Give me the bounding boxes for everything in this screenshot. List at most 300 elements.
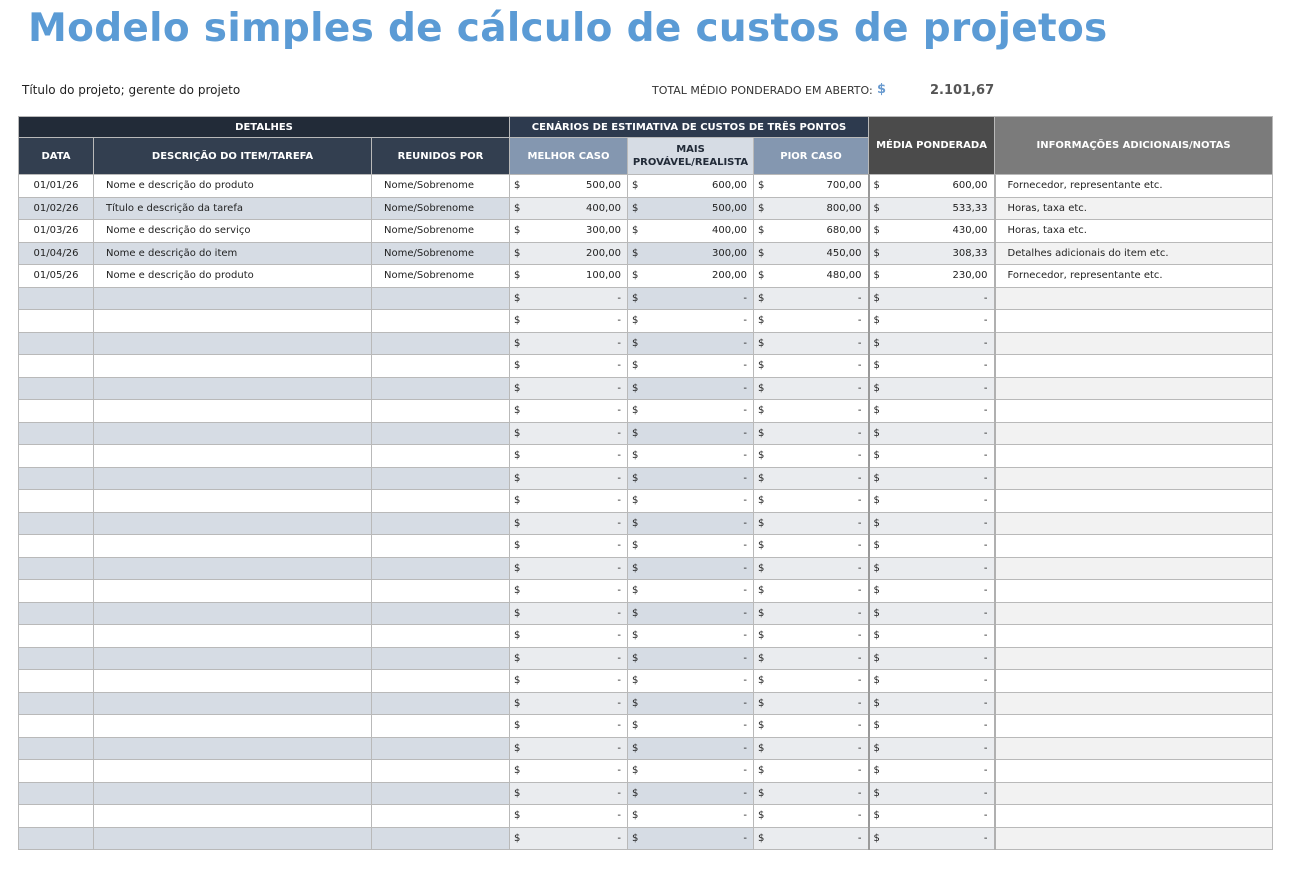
cell-descricao[interactable]: [94, 670, 372, 693]
cell-reunidos-por[interactable]: [372, 715, 510, 738]
value-mais: -: [743, 427, 748, 439]
cell-pior-caso[interactable]: [754, 377, 869, 400]
cell-media-ponderada: [869, 737, 995, 760]
cell-descricao[interactable]: [94, 602, 372, 625]
cell-pior-caso[interactable]: [754, 715, 869, 738]
cell-notas[interactable]: [995, 422, 1273, 445]
cell-reunidos-por[interactable]: [372, 422, 510, 445]
cell-pior-caso[interactable]: [754, 220, 869, 243]
value-melhor: -: [617, 472, 622, 484]
cell-data[interactable]: [19, 535, 94, 558]
cell-reunidos-por[interactable]: [372, 287, 510, 310]
cell-mais-provavel[interactable]: [628, 647, 754, 670]
cell-pior-caso[interactable]: [754, 625, 869, 648]
cell-data[interactable]: [19, 737, 94, 760]
cell-melhor-caso[interactable]: [510, 287, 628, 310]
cell-reunidos-por[interactable]: [372, 692, 510, 715]
table-row: [19, 602, 1273, 625]
cell-reunidos-por[interactable]: [372, 490, 510, 513]
cell-notas[interactable]: Horas, taxa etc.: [995, 220, 1273, 243]
value-media: -: [983, 472, 988, 484]
value-media: 600,00: [952, 180, 988, 192]
value-media: -: [983, 585, 988, 597]
cell-descricao[interactable]: [94, 400, 372, 423]
cell-melhor-caso[interactable]: [510, 377, 628, 400]
cell-notas[interactable]: [995, 692, 1273, 715]
cell-notas[interactable]: [995, 355, 1273, 378]
value-pior: -: [857, 315, 862, 327]
currency-symbol: $: [873, 247, 880, 259]
cell-mais-provavel[interactable]: [628, 692, 754, 715]
cell-mais-provavel[interactable]: [628, 602, 754, 625]
cell-descricao[interactable]: Nome e descrição do serviço: [94, 220, 372, 243]
cell-notas[interactable]: [995, 490, 1273, 513]
cell-mais-provavel[interactable]: [628, 737, 754, 760]
cell-reunidos-por[interactable]: [372, 355, 510, 378]
value-pior: -: [857, 652, 862, 664]
cell-pior-caso[interactable]: [754, 422, 869, 445]
cell-mais-provavel[interactable]: [628, 827, 754, 850]
cell-melhor-caso[interactable]: [510, 535, 628, 558]
currency-symbol: $: [873, 562, 880, 574]
cell-notas[interactable]: Detalhes adicionais do item etc.: [995, 242, 1273, 265]
currency-symbol: $: [514, 247, 521, 259]
cell-descricao[interactable]: [94, 580, 372, 603]
cell-mais-provavel[interactable]: [628, 490, 754, 513]
cell-pior-caso[interactable]: [754, 310, 869, 333]
cell-melhor-caso[interactable]: [510, 760, 628, 783]
cell-notas[interactable]: [995, 445, 1273, 468]
currency-symbol: $: [758, 832, 765, 844]
cell-pior-caso[interactable]: [754, 580, 869, 603]
currency-symbol: $: [758, 742, 765, 754]
currency-symbol: $: [632, 765, 639, 777]
cell-pior-caso[interactable]: [754, 512, 869, 535]
cell-descricao[interactable]: [94, 805, 372, 828]
cell-melhor-caso[interactable]: [510, 557, 628, 580]
value-mais: -: [743, 337, 748, 349]
value-pior: -: [857, 720, 862, 732]
cell-reunidos-por[interactable]: [372, 782, 510, 805]
currency-symbol: $: [873, 180, 880, 192]
header-informacoes-notas: INFORMAÇÕES ADICIONAIS/NOTAS: [995, 117, 1273, 175]
currency-symbol: $: [632, 652, 639, 664]
cell-mais-provavel[interactable]: [628, 445, 754, 468]
cell-mais-provavel[interactable]: [628, 625, 754, 648]
value-media: -: [983, 720, 988, 732]
cell-reunidos-por[interactable]: [372, 580, 510, 603]
cell-descricao[interactable]: Título e descrição da tarefa: [94, 197, 372, 220]
cell-pior-caso[interactable]: [754, 805, 869, 828]
cell-descricao[interactable]: Nome e descrição do produto: [94, 265, 372, 288]
cell-data[interactable]: 01/04/26: [19, 242, 94, 265]
cell-pior-caso[interactable]: [754, 445, 869, 468]
cell-melhor-caso[interactable]: [510, 670, 628, 693]
currency-symbol: $: [873, 832, 880, 844]
cell-notas[interactable]: [995, 625, 1273, 648]
cell-descricao[interactable]: [94, 422, 372, 445]
cell-data[interactable]: [19, 467, 94, 490]
value-mais: -: [743, 585, 748, 597]
cell-melhor-caso[interactable]: [510, 512, 628, 535]
table-row: [19, 827, 1273, 850]
value-melhor: 300,00: [586, 225, 622, 237]
currency-symbol: $: [632, 742, 639, 754]
cell-mais-provavel[interactable]: [628, 512, 754, 535]
cell-reunidos-por[interactable]: [372, 467, 510, 490]
cell-reunidos-por[interactable]: [372, 602, 510, 625]
currency-symbol: $: [873, 697, 880, 709]
cell-data[interactable]: [19, 287, 94, 310]
cell-mais-provavel[interactable]: [628, 760, 754, 783]
cell-descricao[interactable]: [94, 377, 372, 400]
cell-mais-provavel[interactable]: [628, 805, 754, 828]
cell-notas[interactable]: [995, 580, 1273, 603]
cell-pior-caso[interactable]: [754, 782, 869, 805]
cell-reunidos-por[interactable]: [372, 805, 510, 828]
cell-media-ponderada: [869, 580, 995, 603]
cell-notas[interactable]: [995, 602, 1273, 625]
cell-pior-caso[interactable]: [754, 602, 869, 625]
cell-melhor-caso[interactable]: [510, 220, 628, 243]
currency-symbol: $: [632, 382, 639, 394]
cell-pior-caso[interactable]: [754, 827, 869, 850]
currency-symbol: $: [758, 585, 765, 597]
cell-mais-provavel[interactable]: [628, 557, 754, 580]
value-mais: -: [743, 315, 748, 327]
currency-symbol: $: [632, 180, 639, 192]
cell-data[interactable]: [19, 827, 94, 850]
cell-reunidos-por[interactable]: [372, 332, 510, 355]
value-melhor: -: [617, 315, 622, 327]
cell-mais-provavel[interactable]: [628, 242, 754, 265]
cell-pior-caso[interactable]: [754, 287, 869, 310]
cell-descricao[interactable]: [94, 310, 372, 333]
value-pior: -: [857, 472, 862, 484]
cell-melhor-caso[interactable]: [510, 445, 628, 468]
value-melhor: -: [617, 742, 622, 754]
cell-melhor-caso[interactable]: [510, 422, 628, 445]
cell-data[interactable]: [19, 332, 94, 355]
cell-mais-provavel[interactable]: [628, 377, 754, 400]
cell-data[interactable]: [19, 580, 94, 603]
cell-melhor-caso[interactable]: [510, 737, 628, 760]
cell-mais-provavel[interactable]: [628, 400, 754, 423]
cell-mais-provavel[interactable]: [628, 535, 754, 558]
cell-notas[interactable]: [995, 287, 1273, 310]
header-melhor-caso: MELHOR CASO: [510, 138, 628, 175]
cell-melhor-caso[interactable]: [510, 332, 628, 355]
page-title: Modelo simples de cálculo de custos de projetos: [28, 6, 1108, 51]
cell-mais-provavel[interactable]: [628, 310, 754, 333]
cell-melhor-caso[interactable]: [510, 310, 628, 333]
value-mais: 300,00: [712, 247, 748, 259]
cell-data[interactable]: [19, 760, 94, 783]
cell-notas[interactable]: [995, 310, 1273, 333]
cell-melhor-caso[interactable]: [510, 265, 628, 288]
cell-notas[interactable]: Fornecedor, representante etc.: [995, 175, 1273, 198]
cell-notas[interactable]: [995, 715, 1273, 738]
cell-pior-caso[interactable]: [754, 557, 869, 580]
cell-descricao[interactable]: [94, 287, 372, 310]
cell-descricao[interactable]: [94, 535, 372, 558]
currency-symbol: $: [514, 382, 521, 394]
cell-data[interactable]: [19, 400, 94, 423]
currency-symbol: $: [514, 652, 521, 664]
cell-notas[interactable]: [995, 332, 1273, 355]
cell-reunidos-por[interactable]: [372, 512, 510, 535]
cell-data[interactable]: [19, 490, 94, 513]
cell-pior-caso[interactable]: [754, 647, 869, 670]
cell-melhor-caso[interactable]: [510, 580, 628, 603]
cell-notas[interactable]: [995, 512, 1273, 535]
cell-media-ponderada: [869, 467, 995, 490]
value-mais: 400,00: [712, 225, 748, 237]
value-media: -: [983, 427, 988, 439]
cell-media-ponderada: [869, 332, 995, 355]
cell-reunidos-por[interactable]: [372, 377, 510, 400]
cell-data[interactable]: [19, 602, 94, 625]
cell-reunidos-por[interactable]: [372, 535, 510, 558]
currency-symbol: $: [514, 697, 521, 709]
value-melhor: -: [617, 450, 622, 462]
cell-descricao[interactable]: [94, 715, 372, 738]
total-weighted-value[interactable]: 2.101,67: [930, 83, 995, 98]
currency-symbol: $: [632, 585, 639, 597]
cell-melhor-caso[interactable]: [510, 242, 628, 265]
cell-data[interactable]: [19, 310, 94, 333]
currency-symbol: $: [758, 180, 765, 192]
cell-melhor-caso[interactable]: [510, 197, 628, 220]
cell-reunidos-por[interactable]: Nome/Sobrenome: [372, 197, 510, 220]
currency-symbol: $: [514, 810, 521, 822]
cell-descricao[interactable]: [94, 557, 372, 580]
value-mais: 600,00: [712, 180, 748, 192]
cell-data[interactable]: [19, 512, 94, 535]
cell-pior-caso[interactable]: [754, 332, 869, 355]
cell-pior-caso[interactable]: [754, 737, 869, 760]
cell-mais-provavel[interactable]: [628, 265, 754, 288]
cell-mais-provavel[interactable]: [628, 355, 754, 378]
value-pior: -: [857, 630, 862, 642]
cell-reunidos-por[interactable]: [372, 400, 510, 423]
cell-pior-caso[interactable]: [754, 490, 869, 513]
cell-media-ponderada: [869, 175, 995, 198]
value-mais: -: [743, 292, 748, 304]
cell-notas[interactable]: [995, 557, 1273, 580]
cell-melhor-caso[interactable]: [510, 602, 628, 625]
value-media: 230,00: [952, 270, 988, 282]
cell-reunidos-por[interactable]: [372, 647, 510, 670]
cell-notas[interactable]: [995, 670, 1273, 693]
value-media: -: [983, 832, 988, 844]
cell-mais-provavel[interactable]: [628, 467, 754, 490]
value-mais: -: [743, 472, 748, 484]
cell-notas[interactable]: [995, 827, 1273, 850]
currency-symbol: $: [514, 472, 521, 484]
cell-mais-provavel[interactable]: [628, 580, 754, 603]
cell-notas[interactable]: [995, 377, 1273, 400]
cell-notas[interactable]: [995, 400, 1273, 423]
value-mais: -: [743, 562, 748, 574]
currency-symbol: $: [758, 787, 765, 799]
cell-descricao[interactable]: [94, 625, 372, 648]
currency-symbol: $: [758, 450, 765, 462]
cell-melhor-caso[interactable]: [510, 400, 628, 423]
cell-data[interactable]: [19, 355, 94, 378]
currency-symbol: $: [514, 292, 521, 304]
currency-symbol: $: [873, 810, 880, 822]
cell-mais-provavel[interactable]: [628, 422, 754, 445]
cell-melhor-caso[interactable]: [510, 490, 628, 513]
table-row: [19, 490, 1273, 513]
cell-notas[interactable]: [995, 760, 1273, 783]
cell-data[interactable]: [19, 445, 94, 468]
cell-notas[interactable]: [995, 782, 1273, 805]
currency-symbol: $: [632, 540, 639, 552]
cell-descricao[interactable]: [94, 490, 372, 513]
cell-reunidos-por[interactable]: [372, 445, 510, 468]
cell-melhor-caso[interactable]: [510, 467, 628, 490]
cell-pior-caso[interactable]: [754, 197, 869, 220]
cell-descricao[interactable]: [94, 827, 372, 850]
cell-data[interactable]: [19, 715, 94, 738]
cell-descricao[interactable]: [94, 467, 372, 490]
cell-data[interactable]: [19, 670, 94, 693]
cell-reunidos-por[interactable]: Nome/Sobrenome: [372, 265, 510, 288]
value-pior: 480,00: [826, 270, 862, 282]
value-pior: -: [857, 675, 862, 687]
value-pior: 800,00: [826, 202, 862, 214]
cell-melhor-caso[interactable]: [510, 625, 628, 648]
value-pior: 700,00: [826, 180, 862, 192]
cell-descricao[interactable]: [94, 760, 372, 783]
cell-mais-provavel[interactable]: [628, 220, 754, 243]
cell-reunidos-por[interactable]: [372, 557, 510, 580]
cell-descricao[interactable]: [94, 512, 372, 535]
cell-reunidos-por[interactable]: Nome/Sobrenome: [372, 220, 510, 243]
currency-symbol: $: [873, 517, 880, 529]
cell-mais-provavel[interactable]: [628, 670, 754, 693]
cell-pior-caso[interactable]: [754, 670, 869, 693]
table-body: [19, 175, 1273, 850]
cell-pior-caso[interactable]: [754, 400, 869, 423]
cell-descricao[interactable]: [94, 692, 372, 715]
cell-mais-provavel[interactable]: [628, 197, 754, 220]
cell-reunidos-por[interactable]: [372, 760, 510, 783]
cell-mais-provavel[interactable]: [628, 175, 754, 198]
cell-pior-caso[interactable]: [754, 242, 869, 265]
cell-melhor-caso[interactable]: [510, 805, 628, 828]
cell-pior-caso[interactable]: [754, 265, 869, 288]
value-mais: -: [743, 360, 748, 372]
value-pior: -: [857, 742, 862, 754]
cell-data[interactable]: [19, 625, 94, 648]
value-melhor: 200,00: [586, 247, 622, 259]
cell-melhor-caso[interactable]: [510, 782, 628, 805]
cell-data[interactable]: 01/03/26: [19, 220, 94, 243]
cell-reunidos-por[interactable]: Nome/Sobrenome: [372, 175, 510, 198]
currency-symbol: $: [758, 337, 765, 349]
cell-data[interactable]: 01/05/26: [19, 265, 94, 288]
cell-data[interactable]: [19, 692, 94, 715]
cell-data[interactable]: [19, 782, 94, 805]
cell-descricao[interactable]: [94, 647, 372, 670]
cell-notas[interactable]: [995, 535, 1273, 558]
value-mais: -: [743, 517, 748, 529]
cell-pior-caso[interactable]: [754, 175, 869, 198]
table-row: [19, 220, 1273, 243]
currency-symbol: $: [514, 562, 521, 574]
cell-descricao[interactable]: [94, 782, 372, 805]
cell-notas[interactable]: [995, 737, 1273, 760]
cell-data[interactable]: [19, 805, 94, 828]
cell-pior-caso[interactable]: [754, 535, 869, 558]
cell-melhor-caso[interactable]: [510, 692, 628, 715]
cell-data[interactable]: [19, 647, 94, 670]
cell-mais-provavel[interactable]: [628, 782, 754, 805]
cell-pior-caso[interactable]: [754, 692, 869, 715]
value-mais: -: [743, 810, 748, 822]
currency-symbol: $: [632, 315, 639, 327]
cell-data[interactable]: [19, 557, 94, 580]
value-melhor: -: [617, 360, 622, 372]
cell-pior-caso[interactable]: [754, 760, 869, 783]
cell-descricao[interactable]: [94, 332, 372, 355]
cell-mais-provavel[interactable]: [628, 332, 754, 355]
cell-descricao[interactable]: Nome e descrição do item: [94, 242, 372, 265]
currency-symbol: $: [632, 450, 639, 462]
table-row: [19, 805, 1273, 828]
currency-symbol: $: [873, 382, 880, 394]
cell-pior-caso[interactable]: [754, 355, 869, 378]
cell-melhor-caso[interactable]: [510, 827, 628, 850]
cell-data[interactable]: 01/02/26: [19, 197, 94, 220]
table-row: [19, 737, 1273, 760]
cell-reunidos-por[interactable]: [372, 310, 510, 333]
cell-descricao[interactable]: [94, 737, 372, 760]
value-melhor: -: [617, 562, 622, 574]
cell-reunidos-por[interactable]: [372, 827, 510, 850]
cell-reunidos-por[interactable]: [372, 737, 510, 760]
cell-notas[interactable]: Horas, taxa etc.: [995, 197, 1273, 220]
value-melhor: -: [617, 787, 622, 799]
cell-notas[interactable]: [995, 647, 1273, 670]
cell-data[interactable]: 01/01/26: [19, 175, 94, 198]
cell-melhor-caso[interactable]: [510, 175, 628, 198]
cell-mais-provavel[interactable]: [628, 715, 754, 738]
cell-reunidos-por[interactable]: Nome/Sobrenome: [372, 242, 510, 265]
project-subtitle[interactable]: Título do projeto; gerente do projeto: [22, 83, 241, 97]
cell-data[interactable]: [19, 422, 94, 445]
cell-notas[interactable]: [995, 805, 1273, 828]
cell-notas[interactable]: Fornecedor, representante etc.: [995, 265, 1273, 288]
cell-melhor-caso[interactable]: [510, 355, 628, 378]
cell-melhor-caso[interactable]: [510, 715, 628, 738]
cell-pior-caso[interactable]: [754, 467, 869, 490]
cell-melhor-caso[interactable]: [510, 647, 628, 670]
cell-data[interactable]: [19, 377, 94, 400]
cell-descricao[interactable]: [94, 355, 372, 378]
cell-reunidos-por[interactable]: [372, 625, 510, 648]
cell-descricao[interactable]: [94, 445, 372, 468]
cell-notas[interactable]: [995, 467, 1273, 490]
cell-mais-provavel[interactable]: [628, 287, 754, 310]
currency-symbol: $: [758, 292, 765, 304]
cell-reunidos-por[interactable]: [372, 670, 510, 693]
table-row: [19, 400, 1273, 423]
cell-descricao[interactable]: Nome e descrição do produto: [94, 175, 372, 198]
